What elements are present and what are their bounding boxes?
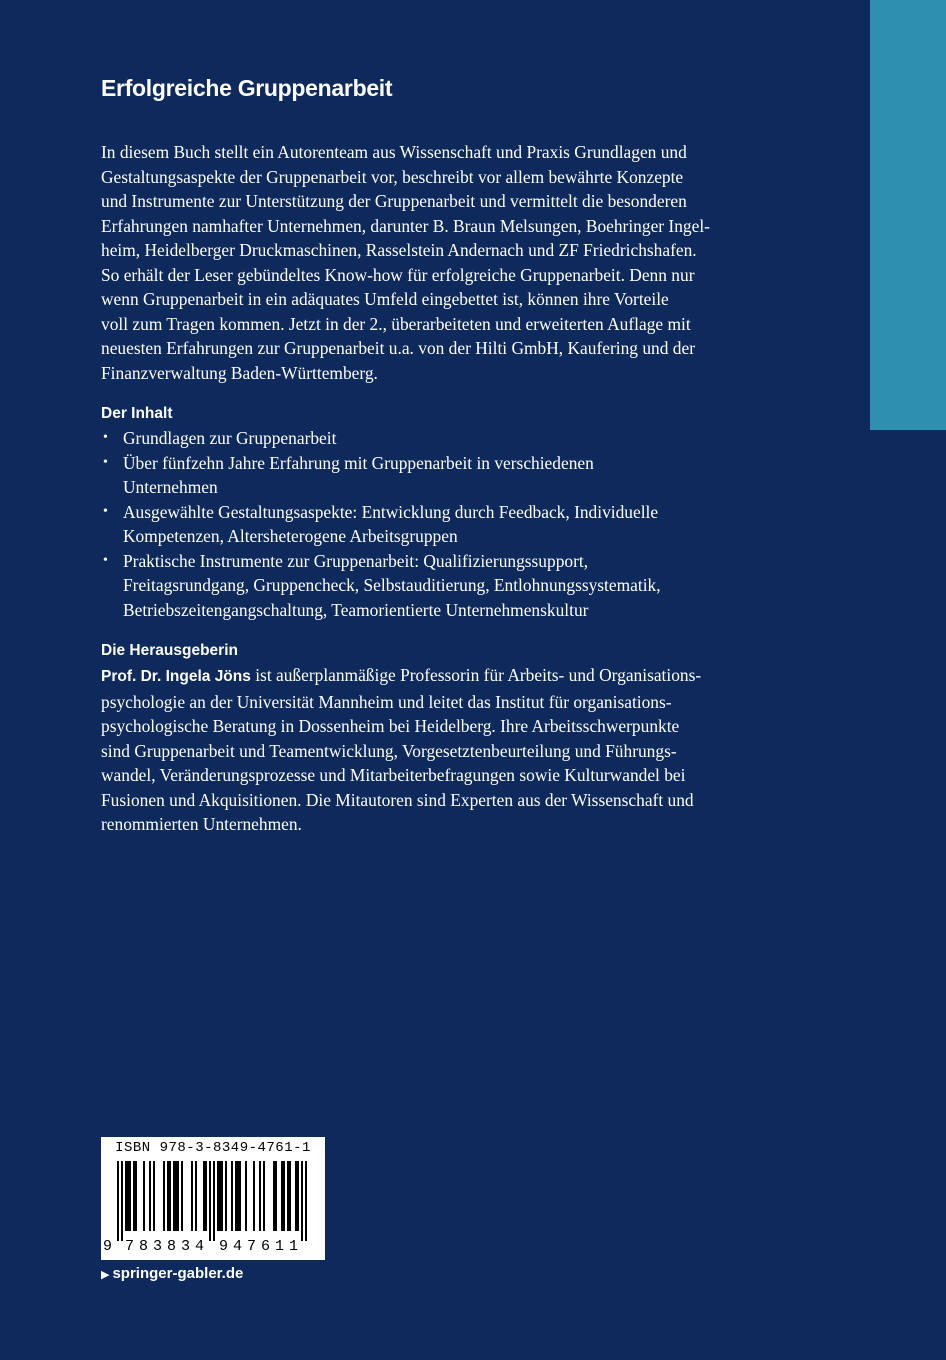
barcode-digit: 9	[219, 1238, 229, 1255]
barcode-bar	[263, 1161, 265, 1231]
inhalt-item-line: Praktische Instrumente zur Gruppenarbeit: Qualifizierungssupport,	[123, 550, 589, 571]
description-line: und Instrumente zur Unterstützung der Gruppenarbeit und vermittelt die besonderen	[101, 191, 687, 211]
barcode-bar	[239, 1161, 241, 1231]
barcode-bar	[177, 1161, 179, 1231]
description-line: neuesten Erfahrungen zur Gruppenarbeit u.a. von der Hilti GmbH, Kaufering und der	[101, 338, 695, 358]
barcode-bar	[245, 1161, 247, 1231]
barcode-bar	[273, 1161, 275, 1231]
description-line: Erfahrungen namhafter Unternehmen, darunter B. Braun Melsungen, Boehringer Ingel-	[101, 215, 710, 236]
bio-first-line: ist außerplanmäßige Professorin für Arbeits- und Organisations-	[250, 665, 702, 685]
barcode-bar	[191, 1161, 193, 1231]
barcode-digit: 3	[181, 1238, 191, 1255]
barcode-bar	[175, 1161, 177, 1231]
description-line: Gestaltungsaspekte der Gruppenarbeit vor, beschreibt vor allem bewährte Konzepte	[101, 166, 684, 187]
barcode-bar	[203, 1161, 205, 1231]
editor-name: Prof. Dr. Ingela Jöns	[101, 668, 251, 685]
barcode-guard-bar	[213, 1161, 215, 1241]
barcode-digit: 1	[289, 1238, 299, 1255]
bio-line: psychologie an der Universität Mannheim und leitet das Institut für organisations-	[101, 691, 672, 712]
bio-line: psychologische Beratung in Dossenheim bei Heidelberg. Ihre Arbeitsschwerpunkte	[101, 716, 680, 736]
barcode-bar	[237, 1161, 239, 1231]
barcode-bar	[297, 1161, 299, 1231]
barcode-bar	[275, 1161, 277, 1231]
description-line: So erhält der Leser gebündeltes Know-how für erfolgreiche Gruppenarbeit. Denn nur	[101, 264, 695, 285]
herausgeberin-heading: Die Herausgeberin	[101, 642, 238, 659]
barcode-bar	[283, 1161, 285, 1231]
inhalt-item	[101, 426, 769, 451]
description-line: voll zum Tragen kommen. Jetzt in der 2., überarbeiteten und erweiterten Auflage mit	[101, 313, 691, 334]
barcode-bar	[225, 1161, 227, 1231]
inhalt-list	[101, 426, 769, 622]
barcode-bar	[153, 1161, 155, 1231]
barcode-bar	[173, 1161, 175, 1231]
description-line: heim, Heidelberger Druckmaschinen, Rasselstein Andernach und ZF Friedrichshafen.	[101, 240, 697, 260]
barcode-digit: 7	[247, 1238, 257, 1255]
barcode-bar	[235, 1161, 237, 1231]
barcode-bar	[129, 1161, 131, 1231]
barcode-bar	[163, 1161, 165, 1231]
arrow-right-icon: ▶	[101, 1269, 110, 1281]
barcode-bar	[125, 1161, 127, 1231]
barcode-bar	[289, 1161, 291, 1231]
barcode-bar	[133, 1161, 135, 1231]
barcode-bar	[149, 1161, 151, 1231]
barcode-bars	[115, 1161, 311, 1241]
barcode-bar	[169, 1161, 171, 1231]
barcode-bar	[231, 1161, 233, 1231]
book-description	[101, 140, 769, 385]
barcode-digit: 8	[167, 1238, 177, 1255]
barcode-guard-bar	[117, 1161, 119, 1241]
inhalt-item	[101, 549, 769, 623]
website-label: springer-gabler.de	[112, 1265, 244, 1282]
inhalt-item-line: Unternehmen	[123, 477, 218, 497]
barcode-bar	[295, 1161, 297, 1231]
inhalt-item-line: Über fünfzehn Jahre Erfahrung mit Gruppenarbeit in verschiedenen	[123, 452, 594, 473]
bullet-icon: •	[103, 454, 108, 470]
inhalt-heading: Der Inhalt	[101, 405, 173, 422]
barcode-digit: 3	[153, 1238, 163, 1255]
book-title: Erfolgreiche Gruppenarbeit	[101, 75, 393, 101]
barcode-bar	[143, 1161, 145, 1231]
barcode-digit: 1	[275, 1238, 285, 1255]
bullet-icon: •	[103, 552, 108, 568]
isbn-barcode	[101, 1137, 325, 1260]
bullet-icon: •	[103, 503, 108, 519]
website-link[interactable]	[101, 1263, 243, 1286]
inhalt-item-line: Kompetenzen, Altersheterogene Arbeitsgruppen	[123, 526, 458, 546]
barcode-digit: 9	[103, 1238, 113, 1255]
bio-line: Fusionen und Akquisitionen. Die Mitautoren sind Experten aus der Wissenschaft und	[101, 789, 694, 810]
barcode-bar	[195, 1161, 197, 1231]
accent-strip	[870, 0, 946, 430]
bio-line: renommierten Unternehmen.	[101, 814, 302, 834]
bio-line: wandel, Veränderungsprozesse und Mitarbeiterbefragungen sowie Kulturwandel bei	[101, 765, 686, 785]
inhalt-item-line: Freitagsrundgang, Gruppencheck, Selbstauditierung, Entlohnungssystematik,	[123, 575, 661, 595]
inhalt-item	[101, 451, 769, 500]
barcode-bar	[219, 1161, 221, 1231]
barcode-digit: 8	[139, 1238, 149, 1255]
bio-line: sind Gruppenarbeit und Teamentwicklung, Vorgesetztenbeurteilung und Führungs-	[101, 740, 677, 761]
barcode-guard-bar	[121, 1161, 123, 1241]
barcode-bar	[167, 1161, 169, 1231]
barcode-guard-bar	[209, 1161, 211, 1241]
barcode-digit: 7	[125, 1238, 135, 1255]
inhalt-item-line: Grundlagen zur Gruppenarbeit	[123, 428, 337, 448]
barcode-digit: 6	[261, 1238, 271, 1255]
barcode-bar	[259, 1161, 261, 1231]
barcode-bar	[127, 1161, 129, 1231]
barcode-bar	[135, 1161, 137, 1231]
barcode-bar	[217, 1161, 219, 1231]
inhalt-item	[101, 500, 769, 549]
barcode-bar	[253, 1161, 255, 1231]
description-line: In diesem Buch stellt ein Autorenteam aus Wissenschaft und Praxis Grundlagen und	[101, 142, 687, 162]
herausgeberin-bio	[101, 663, 769, 837]
isbn-label: ISBN 978-3-8349-4761-1	[115, 1140, 311, 1156]
barcode-bar	[205, 1161, 207, 1231]
barcode-digit: 4	[195, 1238, 205, 1255]
barcode-guard-bar	[301, 1161, 303, 1241]
inhalt-item-line: Betriebszeitengangschaltung, Teamorientierte Unternehmenskultur	[123, 599, 589, 620]
barcode-bar	[181, 1161, 183, 1231]
barcode-digit: 4	[233, 1238, 243, 1255]
barcode-bar	[221, 1161, 223, 1231]
description-line: Finanzverwaltung Baden-Württemberg.	[101, 362, 378, 383]
back-cover-content	[101, 70, 769, 837]
barcode-bar	[281, 1161, 283, 1231]
bullet-icon: •	[103, 430, 108, 445]
description-line: wenn Gruppenarbeit in ein adäquates Umfeld eingebettet ist, können ihre Vorteile	[101, 289, 669, 309]
barcode-bar	[287, 1161, 289, 1231]
barcode-guard-bar	[305, 1161, 307, 1241]
inhalt-item-line: Ausgewählte Gestaltungsaspekte: Entwicklung durch Feedback, Individuelle	[123, 501, 659, 522]
